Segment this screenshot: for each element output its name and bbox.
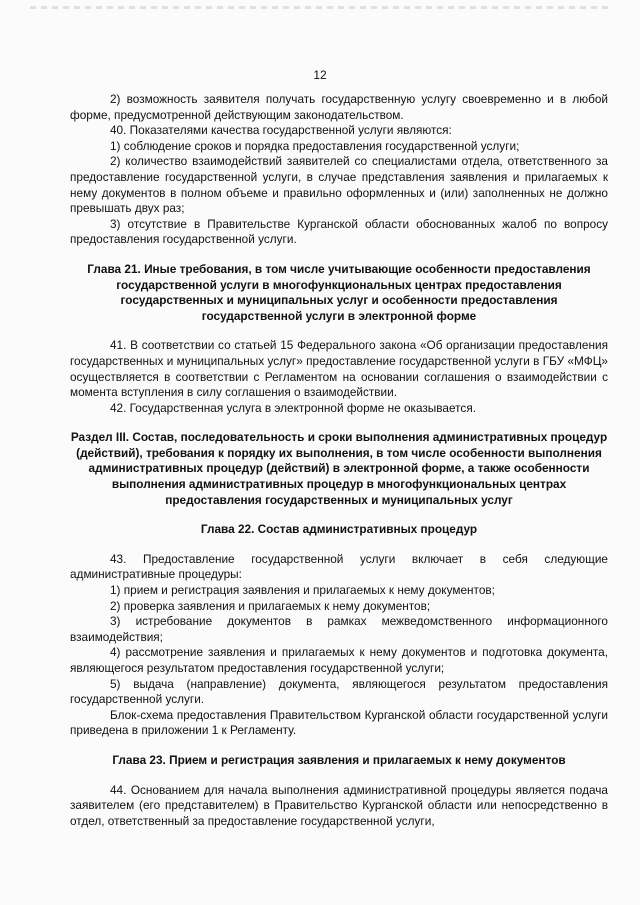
paragraph: 2) количество взаимодействий заявителей со специалистами отдела, ответственного за предоставление государственной услуги, в случае представления заявления и прилагаемых к нему документов в полном объеме и правильно оформленных и (или) заполненных не должно превышать двух раз;	[70, 154, 608, 216]
section-heading: Глава 23. Прием и регистрация заявления и прилагаемых к нему документов	[112, 752, 566, 767]
scan-artifact-line	[30, 6, 610, 9]
paragraph: 5) выдача (направление) документа, являющегося результатом предоставления государственной услуги.	[70, 676, 608, 707]
section-gap	[70, 739, 608, 753]
paragraph: 1) прием и регистрация заявления и прилагаемых к нему документов;	[110, 583, 495, 598]
paragraph: 42. Государственная услуга в электронной форме не оказывается.	[110, 400, 476, 415]
section-gap	[70, 248, 608, 262]
paragraph: 3) истребование документов в рамках межведомственного информационного взаимодействия;	[70, 614, 608, 644]
paragraph: 43. Предоставление государственной услуги включает в себя следующие административные процедуры:	[70, 551, 608, 582]
paragraph: 1) соблюдение сроков и порядка предоставления государственной услуги;	[110, 138, 520, 153]
paragraph: 2) проверка заявления и прилагаемых к нему документов;	[110, 598, 431, 613]
section-gap	[70, 416, 608, 430]
paragraph: 3) отсутствие в Правительстве Курганской области обоснованных жалоб по вопросу предоставления государственной услуги.	[70, 216, 608, 247]
section-gap	[70, 769, 608, 783]
paragraph: Блок-схема предоставления Правительством Курганской области государственной услуги приведена в приложении 1 к Регламенту.	[70, 707, 608, 738]
paragraph: 4) рассмотрение заявления и прилагаемых к нему документов и подготовка документа, являющегося результатом предоставления государственной услуги;	[70, 645, 608, 675]
section-heading: Глава 21. Иные требования, в том числе учитывающие особенности предоставления государственной услуги в многофункциональных центрах предоставления государственных и муниципальных услуг и особенности предоставления государственной услуги в электронной форме	[87, 261, 591, 323]
paragraph: 2) возможность заявителя получать государственную услугу своевременно и в любой форме, предусмотренной действующим законодательством.	[70, 92, 608, 122]
document-body	[70, 92, 608, 829]
section-gap	[70, 508, 608, 522]
section-gap	[70, 538, 608, 552]
paragraph: 40. Показателями качества государственной услуги являются:	[110, 123, 452, 138]
page-number: 12	[313, 68, 327, 82]
paragraph: 41. В соответствии со статьей 15 Федерального закона «Об организации предоставления государственных и муниципальных услуг» предоставление государственной услуги в ГБУ «МФЦ» осуществляется в соответствии с Регламентом на основании соглашения о взаимодействии с момента вступления в силу соглашения о взаимодействии.	[70, 338, 608, 400]
paragraph: 44. Основанием для начала выполнения административной процедуры является подача заявителем (его представителем) в Правительство Курганской области или непосредственно в отдел, ответственный за предоставление государственной услуги,	[70, 782, 608, 828]
section-heading: Глава 22. Состав административных процедур	[200, 522, 478, 537]
section-gap	[70, 324, 608, 338]
section-heading: Раздел III. Состав, последовательность и сроки выполнения административных процедур (действий), требования к порядку их выполнения, в том числе особенности выполнения административных процедур (действий) в электронной форме, а также особенности выполнения административных процедур в многофункциональных центрах предоставления государственных и муниципальных услуг	[70, 430, 608, 507]
